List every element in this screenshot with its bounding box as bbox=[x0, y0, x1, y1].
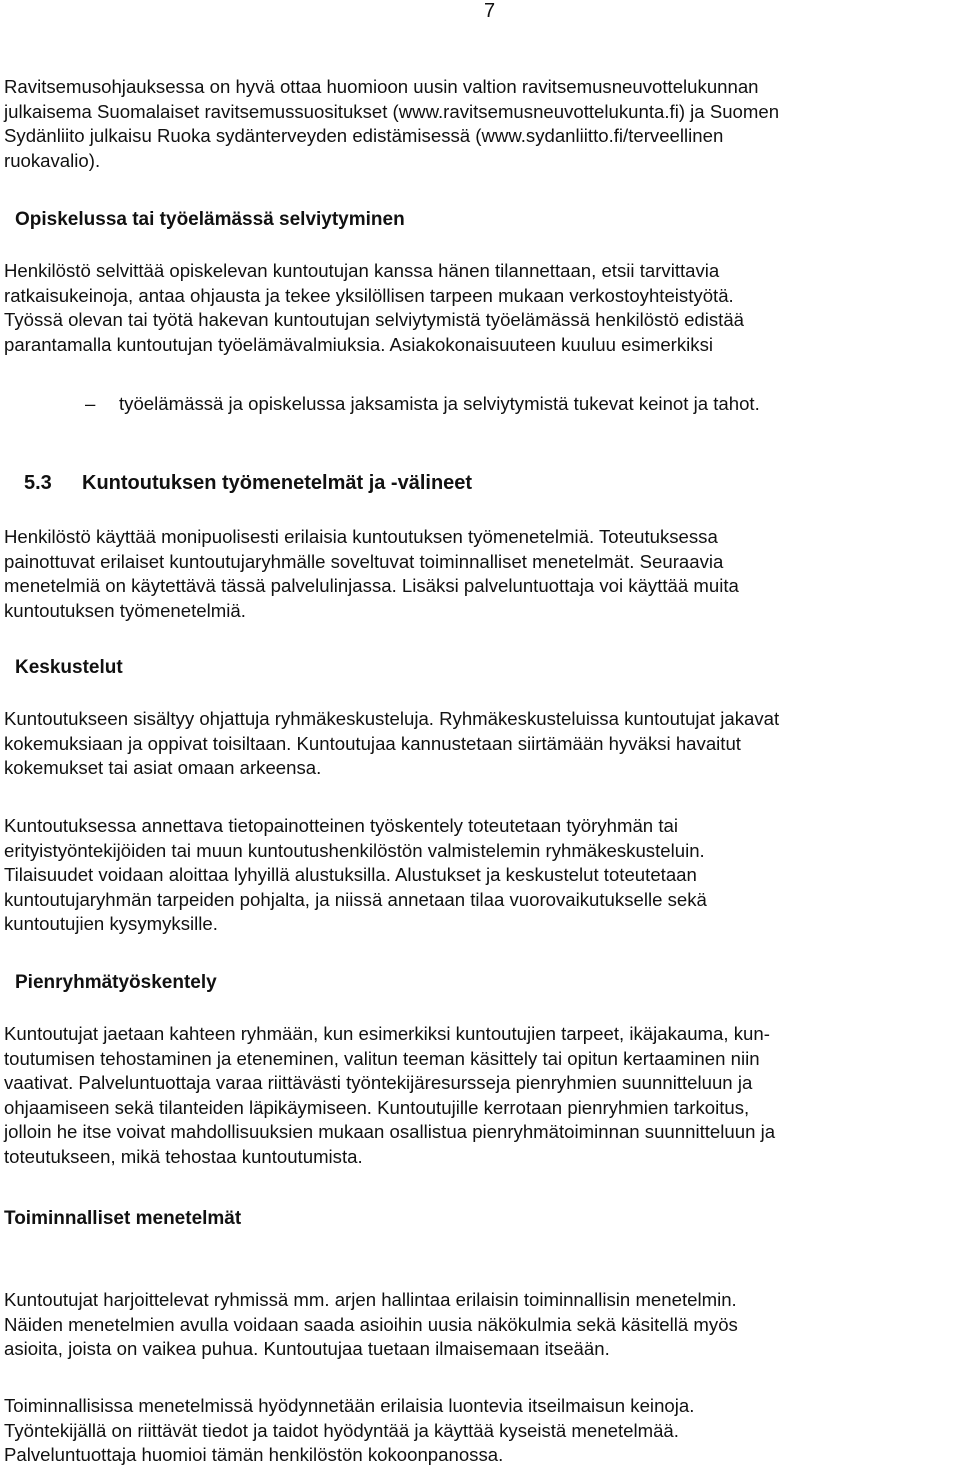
text-line: ratkaisukeinoja, antaa ohjausta ja tekee yksilöllisen tarpeen mukaan verkostoyhteistyötä. bbox=[4, 284, 734, 306]
pienryhma-paragraph bbox=[4, 1022, 958, 1169]
keskustelut-paragraph-1 bbox=[4, 707, 958, 781]
text-line: ohjaamiseen sekä tilanteiden läpikäymiseen. Kuntoutujille kerrotaan pienryhmien tarkoitus, bbox=[4, 1096, 750, 1118]
heading-keskustelut: Keskustelut bbox=[15, 657, 123, 678]
opiskelu-paragraph bbox=[4, 259, 958, 357]
text-line: ruokavalio). bbox=[4, 149, 101, 171]
text-line: asioita, joista on vaikea puhua. Kuntoutujaa tuetaan ilmaisemaan itseään. bbox=[4, 1338, 610, 1359]
text-line: kuntoutujien kysymyksille. bbox=[4, 913, 218, 934]
text-line: Kuntoutuksessa annettava tietopainotteinen työskentely toteutetaan työryhmän tai bbox=[4, 815, 678, 836]
text-line: julkaisema Suomalaiset ravitsemussuositukset (www.ravitsemusneuvottelukunta.fi) ja Suomen bbox=[4, 100, 780, 122]
text-line: painottuvat erilaiset kuntoutujaryhmälle soveltuvat toiminnalliset menetelmät. Seuraavia bbox=[4, 550, 724, 572]
heading-opiskelu: Opiskelussa tai työelämässä selviytyminen bbox=[15, 209, 405, 230]
toiminnalliset-paragraph-2 bbox=[4, 1394, 958, 1468]
text-line: menetelmiä on käytettävä tässä palvelulinjassa. Lisäksi palveluntuottaja voi käyttää muita bbox=[4, 575, 739, 596]
text-line: Ravitsemusohjauksessa on hyvä ottaa huomioon uusin valtion ravitsemusneuvottelukunnan bbox=[4, 76, 759, 97]
toiminnalliset-paragraph-1 bbox=[4, 1288, 958, 1362]
text-line: jolloin he itse voivat mahdollisuuksien mukaan osallistua pienryhmätoiminnan suunnitteluun ja bbox=[4, 1121, 776, 1142]
text-line: Henkilöstö käyttää monipuolisesti erilaisia kuntoutuksen työmenetelmiä. Toteutuksessa bbox=[4, 526, 718, 547]
text-line: Työntekijällä on riittävät tiedot ja taidot hyödyntää ja käyttää kyseistä menetelmää. bbox=[4, 1419, 679, 1441]
bullet-dash: – bbox=[85, 393, 96, 414]
section-paragraph bbox=[4, 525, 958, 623]
text-line: Kuntoutujat jaetaan kahteen ryhmään, kun esimerkiksi kuntoutujien tarpeet, ikäjakauma, kun- bbox=[4, 1023, 770, 1044]
text-line: Näiden menetelmien avulla voidaan saada asioihin uusia näkökulmia sekä käsitellä myös bbox=[4, 1313, 738, 1335]
text-line: Tilaisuudet voidaan aloittaa lyhyillä alustuksilla. Alustukset ja keskustelut toteutetaan bbox=[4, 864, 697, 885]
section-title: Kuntoutuksen työmenetelmät ja -välineet bbox=[82, 472, 473, 494]
text-line: Kuntoutukseen sisältyy ohjattuja ryhmäkeskusteluja. Ryhmäkeskusteluissa kuntoutujat jakavat bbox=[4, 708, 780, 729]
text-line: Sydänliito julkaisu Ruoka sydänterveyden edistämisessä (www.sydanliitto.fi/terveellinen bbox=[4, 125, 724, 146]
text-line: Henkilöstö selvittää opiskelevan kuntoutujan kanssa hänen tilannettaan, etsii tarvittavia bbox=[4, 260, 720, 281]
text-line: Työssä olevan tai työtä hakevan kuntoutujan selviytymistä työelämässä henkilöstö edistää bbox=[4, 309, 745, 330]
text-line: toteutukseen, mikä tehostaa kuntoutumista. bbox=[4, 1145, 363, 1167]
section-heading bbox=[4, 472, 958, 495]
text-line: erityistyöntekijöiden tai muun kuntoutushenkilöstön valmistelemin ryhmäkeskusteluin. bbox=[4, 839, 705, 861]
text-line: Palveluntuottaja huomioi tämän henkilöstön kokoonpanossa. bbox=[4, 1444, 504, 1465]
text-line: kokemukset tai asiat omaan arkeensa. bbox=[4, 757, 322, 778]
text-line: kuntoutuksen työmenetelmiä. bbox=[4, 599, 246, 621]
keskustelut-paragraph-2 bbox=[4, 814, 958, 937]
text-line: kuntoutujaryhmän tarpeiden pohjalta, ja niissä annetaan tilaa vuorovaikutukselle sekä bbox=[4, 888, 707, 910]
bullet-item bbox=[85, 392, 760, 416]
section-number: 5.3 bbox=[24, 472, 52, 494]
text-line: Toiminnallisissa menetelmissä hyödynnetään erilaisia luontevia itseilmaisun keinoja. bbox=[4, 1395, 695, 1416]
text-line: toutumisen tehostaminen ja eteneminen, valitun teeman käsittely tai opitun kertaaminen niin bbox=[4, 1047, 760, 1069]
bullet-text: työelämässä ja opiskelussa jaksamista ja selviytymistä tukevat keinot ja tahot. bbox=[119, 393, 760, 414]
text-line: parantamalla kuntoutujan työelämävalmiuksia. Asiakokonaisuuteen kuuluu esimerkiksi bbox=[4, 333, 714, 355]
heading-pienryhma: Pienryhmätyöskentely bbox=[15, 972, 217, 993]
intro-paragraph bbox=[4, 75, 958, 173]
heading-toiminnalliset: Toiminnalliset menetelmät bbox=[4, 1208, 242, 1229]
text-line: kokemuksiaan ja oppivat toisiltaan. Kuntoutujaa kannustetaan siirtämään hyväksi havaitut bbox=[4, 732, 741, 754]
text-line: Kuntoutujat harjoittelevat ryhmissä mm. arjen hallintaa erilaisin toiminnallisin menetelmin. bbox=[4, 1289, 737, 1310]
page-number: 7 bbox=[484, 0, 496, 22]
text-line: vaativat. Palveluntuottaja varaa riittävästi työntekijäresursseja pienryhmien suunnitteluun ja bbox=[4, 1072, 753, 1093]
